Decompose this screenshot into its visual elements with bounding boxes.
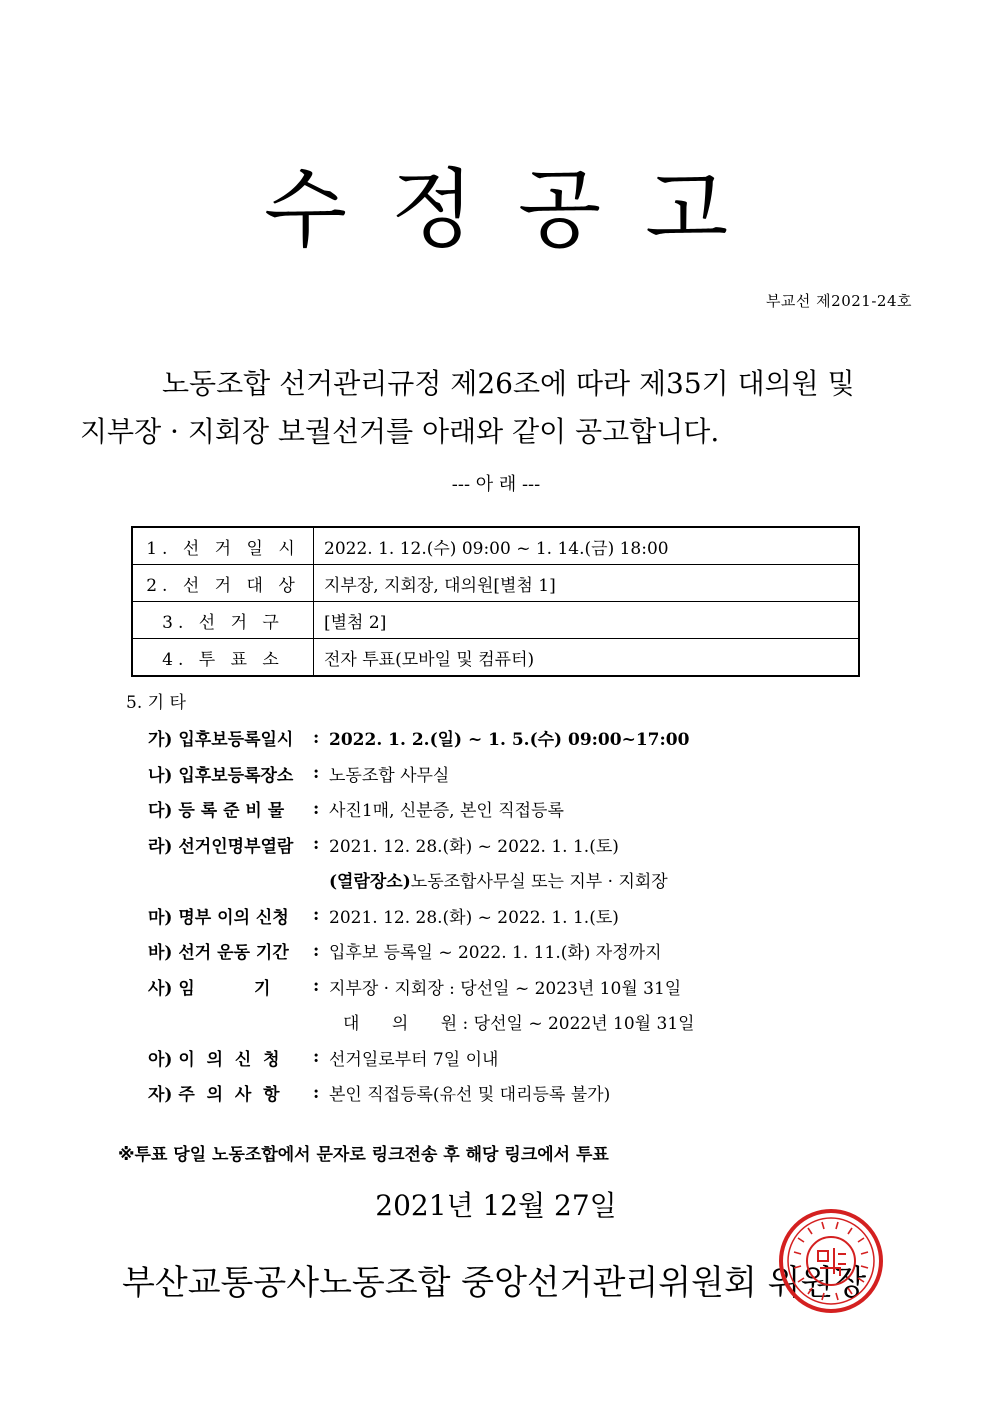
table-value-cell: 2022. 1. 12.(수) 09:00 ~ 1. 14.(금) 18:00 bbox=[314, 527, 860, 565]
item-value: 지부장 · 지회장 : 당선일 ~ 2023년 10월 31일 bbox=[329, 978, 682, 999]
list-item: 다) 등 록 준 비 물 : 사진1매, 신분증, 본인 직접등록 bbox=[148, 791, 848, 827]
intro-line: 지부장 · 지회장 보궐선거를 아래와 같이 공고합니다. bbox=[80, 415, 720, 448]
table-value-cell: 지부장, 지회장, 대의원[별첨 1] bbox=[314, 565, 860, 602]
item-value: 2021. 12. 28.(화) ~ 2022. 1. 1.(토) bbox=[329, 907, 619, 928]
item-value: 2021. 12. 28.(화) ~ 2022. 1. 1.(토) bbox=[329, 836, 619, 857]
title-char: 정 bbox=[390, 160, 474, 260]
item-label: 마) 명부 이의 신청 bbox=[148, 907, 289, 928]
table-row bbox=[132, 527, 859, 565]
page-title bbox=[0, 140, 992, 264]
item-label: 자) 주 의 사 항 bbox=[148, 1085, 280, 1106]
title-char: 공 bbox=[518, 160, 602, 260]
list-item: 아) 이 의 신 청 : 선거일로부터 7일 이내 bbox=[148, 1040, 848, 1076]
list-item: 바) 선거 운동 기간 : 입후보 등록일 ~ 2022. 1. 11.(화) 자정까지 bbox=[148, 933, 848, 969]
election-info-table bbox=[131, 526, 860, 677]
intro-paragraph bbox=[80, 360, 920, 456]
intro-line: 노동조합 선거관리규정 제26조에 따라 제35기 대의원 및 bbox=[162, 367, 855, 400]
below-label: --- 아 래 --- bbox=[451, 474, 541, 495]
seal-center-ring bbox=[807, 1237, 855, 1285]
announcement-date: 2021년 12월 27일 bbox=[375, 1189, 617, 1222]
table-head-cell: 1. 선 거 일 시 bbox=[132, 527, 314, 565]
item-label: 다) 등 록 준 비 물 bbox=[148, 801, 285, 822]
title-char: 수 bbox=[263, 160, 347, 260]
item-value: 입후보 등록일 ~ 2022. 1. 11.(화) 자정까지 bbox=[329, 943, 662, 964]
list-item: 라) 선거인명부열람 : 2021. 12. 28.(화) ~ 2022. 1. 1.(토) bbox=[148, 827, 848, 863]
item-value: 노동조합 사무실 bbox=[329, 765, 450, 786]
item-label: 바) 선거 운동 기간 bbox=[148, 943, 289, 964]
item-label: 사) 임 기 bbox=[148, 978, 271, 999]
seal-glyph bbox=[818, 1248, 846, 1276]
item-value: 사진1매, 신분증, 본인 직접등록 bbox=[329, 801, 564, 822]
organization-signature: 부산교통공사노동조합 중앙선거관리위원회 위원장 bbox=[122, 1263, 867, 1303]
list-item bbox=[148, 1004, 848, 1040]
list-item: 나) 입후보등록장소 : 노동조합 사무실 bbox=[148, 756, 848, 792]
table-value-cell: 전자 투표(모바일 및 컴퓨터) bbox=[314, 639, 860, 677]
etc-list bbox=[148, 720, 848, 1111]
item-label: 라) 선거인명부열람 bbox=[148, 836, 294, 857]
table-value-cell: [별첨 2] bbox=[314, 602, 860, 639]
seal-inner-ring bbox=[788, 1218, 874, 1304]
item-label: 아) 이 의 신 청 bbox=[148, 1049, 280, 1070]
item-value: 본인 직접등록(유선 및 대리등록 불가) bbox=[329, 1085, 611, 1106]
table-head-cell: 4. 투 표 소 bbox=[132, 639, 314, 677]
item-value: 대 의 원 : 당선일 ~ 2022년 10월 31일 bbox=[343, 1014, 695, 1035]
official-seal bbox=[778, 1208, 884, 1314]
list-item: 자) 주 의 사 항 : 본인 직접등록(유선 및 대리등록 불가) bbox=[148, 1075, 848, 1111]
item-value-bold: (열람장소) bbox=[329, 872, 411, 893]
document-number: 부교선 제2021-24호 bbox=[765, 292, 912, 310]
list-item: 가) 입후보등록일시 : 2022. 1. 2.(일) ~ 1. 5.(수) 09:00~17:00 bbox=[148, 720, 848, 756]
item-value: 2022. 1. 2.(일) ~ 1. 5.(수) 09:00~17:00 bbox=[329, 730, 690, 751]
seal-outer-ring bbox=[781, 1211, 881, 1311]
table-row bbox=[132, 639, 859, 677]
voting-notice: ※투표 당일 노동조합에서 문자로 링크전송 후 해당 링크에서 투표 bbox=[118, 1145, 609, 1165]
list-item: 마) 명부 이의 신청 : 2021. 12. 28.(화) ~ 2022. 1. 1.(토) bbox=[148, 898, 848, 934]
table-row bbox=[132, 602, 859, 639]
item-label: 나) 입후보등록장소 bbox=[148, 765, 294, 786]
table-row bbox=[132, 565, 859, 602]
table-head-cell: 3. 선 거 구 bbox=[132, 602, 314, 639]
list-item: 사) 임 기 : 지부장 · 지회장 : 당선일 ~ 2023년 10월 31일 bbox=[148, 969, 848, 1005]
title-char: 고 bbox=[645, 160, 729, 260]
list-item bbox=[148, 862, 848, 898]
item-label: 가) 입후보등록일시 bbox=[148, 730, 294, 751]
seal-ring-marks bbox=[794, 1222, 868, 1300]
item-value: (열람장소)노동조합사무실 또는 지부 · 지회장 bbox=[329, 872, 668, 893]
table-head-cell: 2. 선 거 대 상 bbox=[132, 565, 314, 602]
item-value: 선거일로부터 7일 이내 bbox=[329, 1049, 499, 1070]
etc-heading: 5. 기 타 bbox=[126, 693, 186, 713]
